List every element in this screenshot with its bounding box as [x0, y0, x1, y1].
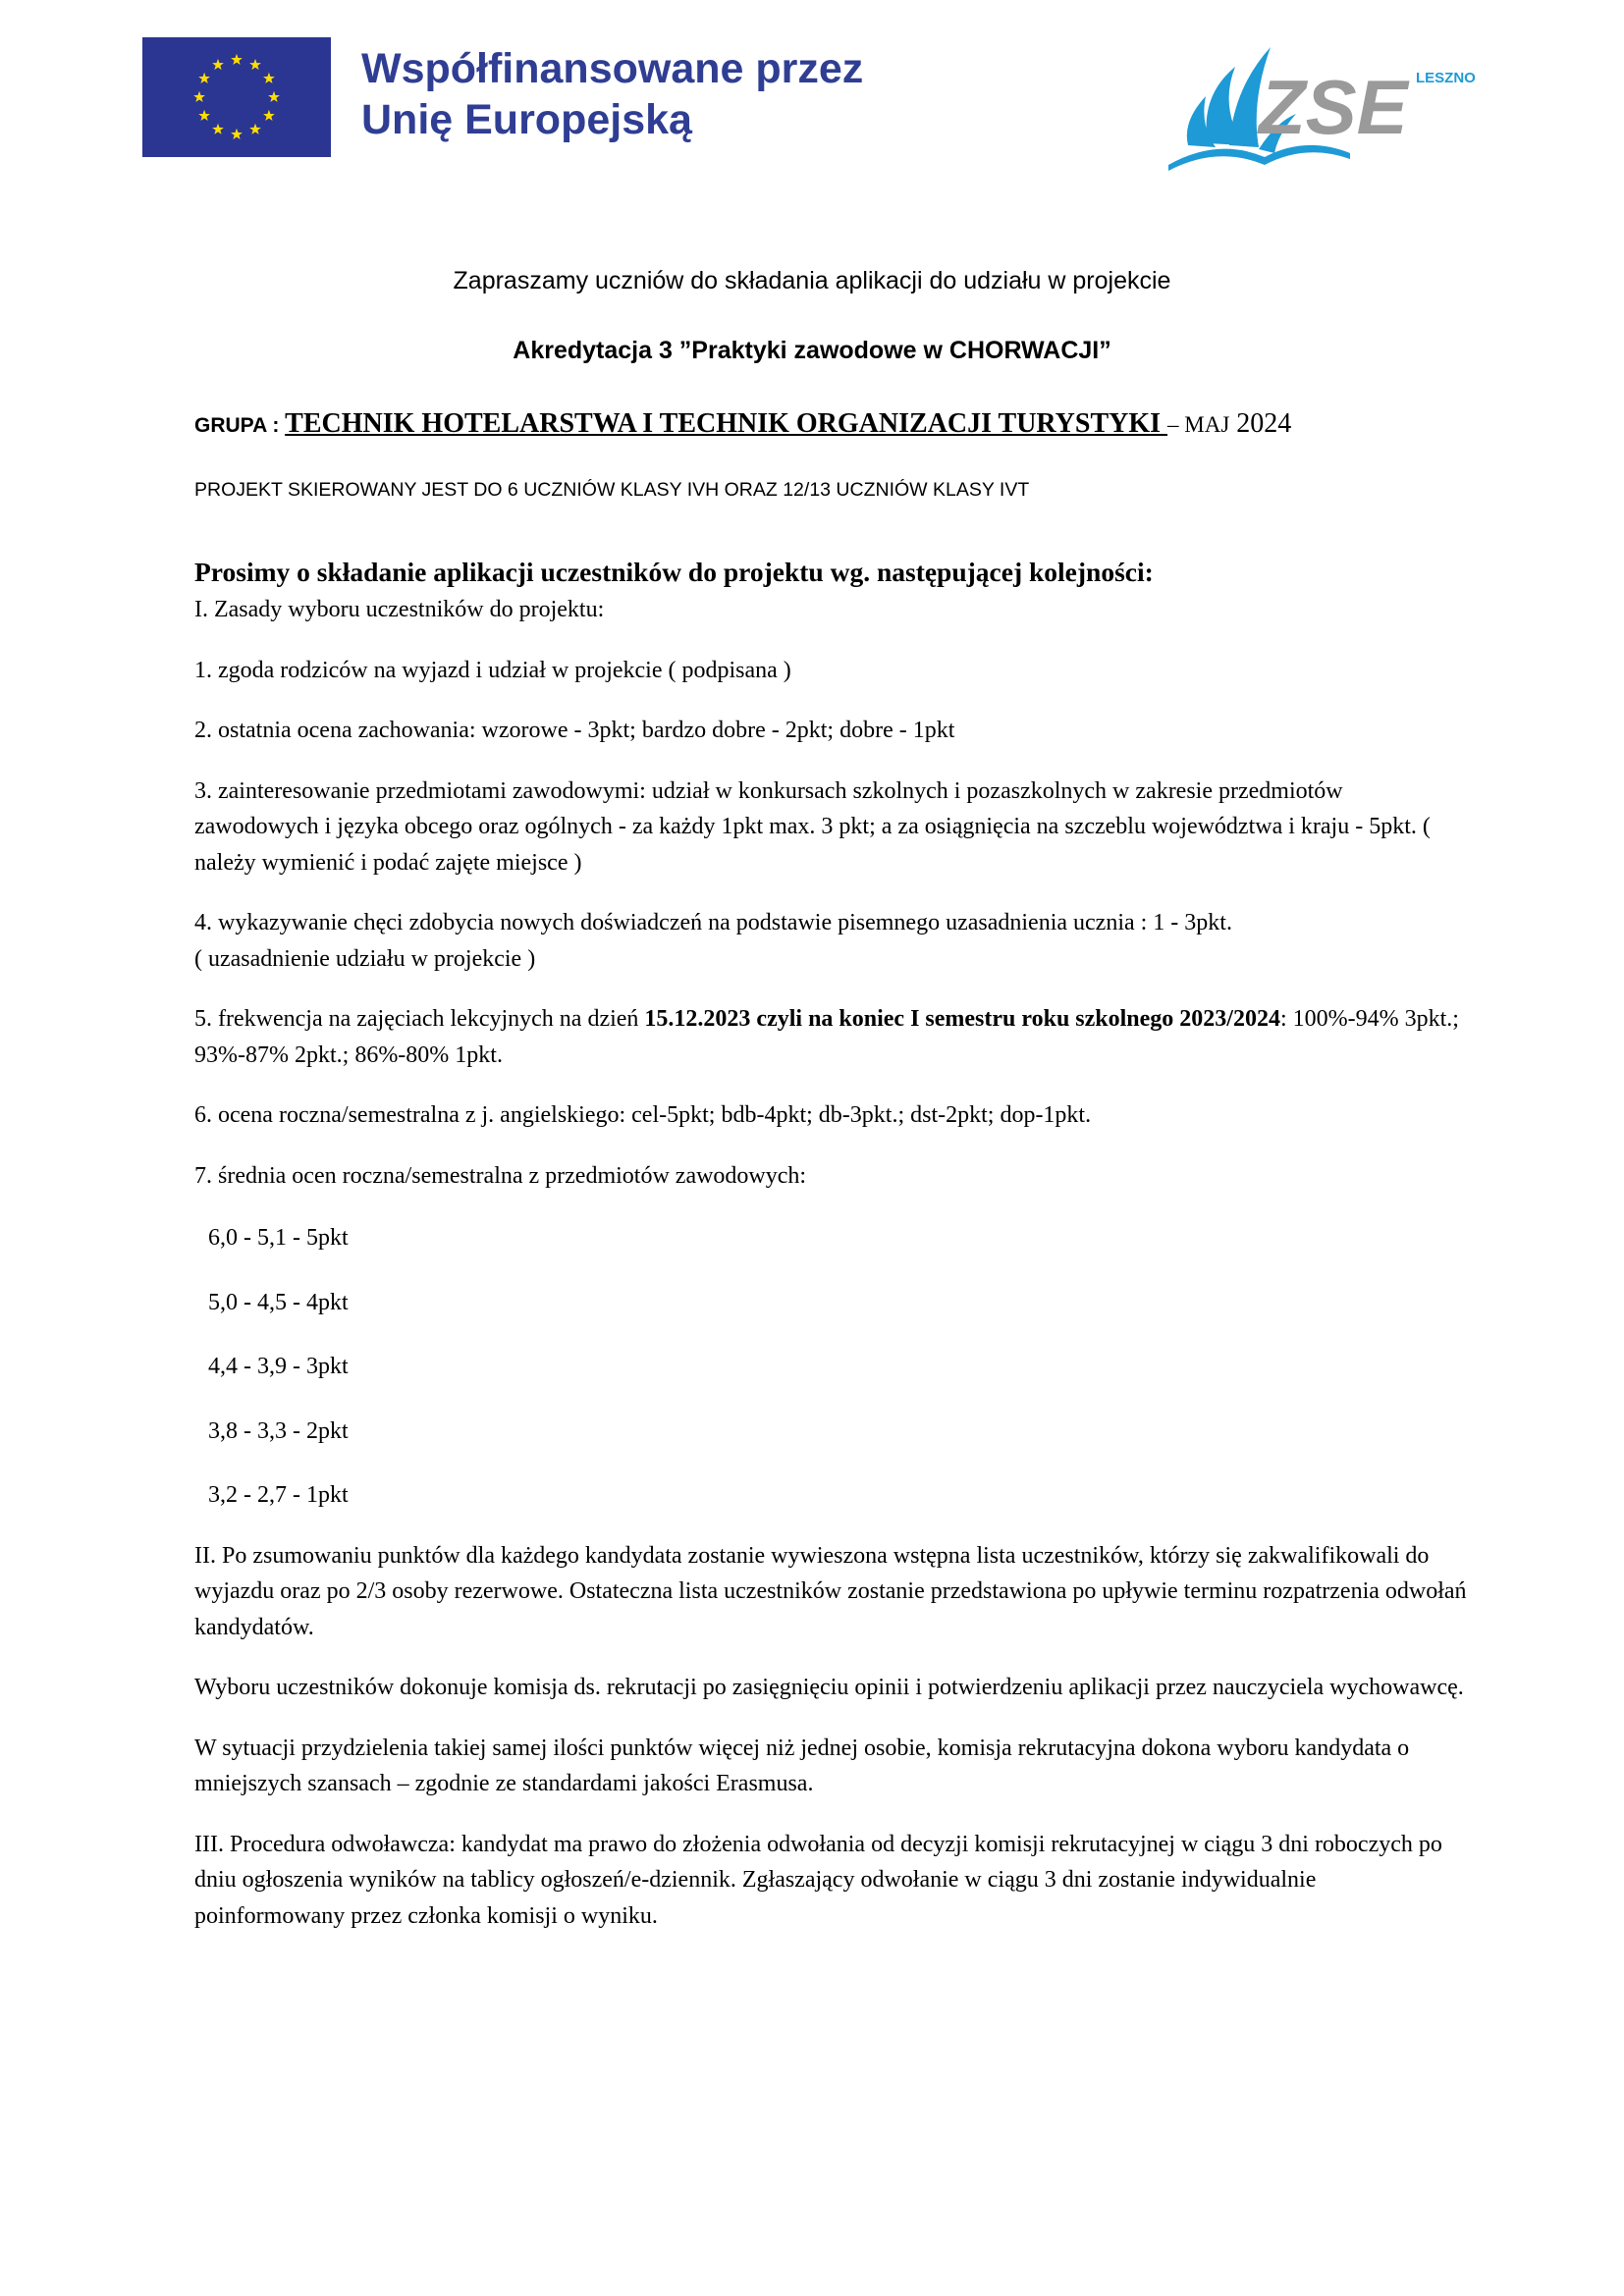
invite-heading: Zapraszamy uczniów do składania aplikacji do udziału w projekcie [453, 267, 1171, 294]
rule-3: 3. zainteresowanie przedmiotami zawodowymi: udział w konkursach szkolnych i pozaszkolnych w zakresie przedmiotów zawodowych i języka obcego oraz ogólnych - za każdy 1pkt max. 3 pkt; a za osiągnięcia na szczeblu województwa i kraju - 5pkt. ( należy wymienić i podać zajęte miejsce ) [194, 777, 1431, 876]
eu-star [268, 91, 280, 102]
eu-star [249, 59, 261, 70]
rule-2: 2. ostatnia ocena zachowania: wzorowe - 3pkt; bardzo dobre - 2pkt; dobre - 1pkt [194, 718, 955, 743]
zse-letters: ZSE [1259, 64, 1408, 150]
group-separator: – [1167, 412, 1185, 437]
selection-note: Wyboru uczestników dokonuje komisja ds. rekrutacji po zasięgnięciu opinii i potwierdzeniu aplikacji przez nauczyciela wychowawcę. [194, 1675, 1464, 1700]
score-row: 5,0 - 4,5 - 4pkt [208, 1289, 349, 1315]
rule-5 [194, 1001, 1471, 1073]
score-row: 3,2 - 2,7 - 1pkt [208, 1482, 349, 1508]
main-content [194, 555, 1471, 1934]
group-label: GRUPA : [194, 414, 286, 437]
group-year: 2024 [1229, 408, 1292, 439]
group-month: MAJ [1184, 412, 1230, 437]
eu-star [231, 129, 243, 139]
eu-text-line1: Współfinansowane przez [361, 45, 864, 92]
zse-city: LESZNO [1416, 70, 1476, 86]
rule-5-prefix: 5. frekwencja na zajęciach lekcyjnych na dzień [194, 1006, 645, 1032]
group-line [194, 408, 1291, 440]
section-1-heading: I. Zasady wyboru uczestników do projektu: [194, 597, 605, 622]
eu-star [263, 73, 275, 83]
rule-1: 1. zgoda rodziców na wyjazd i udział w projekcie ( podpisana ) [194, 657, 791, 683]
accreditation-heading: Akredytacja 3 ”Praktyki zawodowe w CHORWACJI” [513, 337, 1111, 364]
eu-stars-icon [142, 37, 331, 157]
zse-school-logo [1149, 27, 1476, 175]
rule-4-line2: ( uzasadnienie udziału w projekcie ) [194, 945, 536, 972]
rule-5-suffix: : 100%-94% 3pkt.; 93%-87% 2pkt.; 86%-80% 1pkt. [194, 1006, 1459, 1068]
eu-star [198, 73, 210, 83]
score-row: 6,0 - 5,1 - 5pkt [208, 1225, 349, 1251]
eu-star [193, 91, 205, 102]
eu-text-line2: Unię Europejską [361, 96, 692, 143]
eu-star [231, 54, 243, 65]
score-row: 4,4 - 3,9 - 3pkt [208, 1354, 349, 1379]
eu-cofinanced-text [361, 43, 863, 145]
group-name: TECHNIK HOTELARSTWA I TECHNIK ORGANIZACJI TURYSTYKI [285, 408, 1168, 439]
intro-heading: Prosimy o składanie aplikacji uczestników do projektu wg. następującej kolejności: [194, 557, 1154, 587]
section-3: III. Procedura odwoławcza: kandydat ma prawo do złożenia odwołania od decyzji komisji rekrutacyjnej w ciągu 3 dni roboczych po dniu ogłoszenia wyników na tablicy ogłoszeń/e-dziennik. Zgłaszający odwołanie w ciągu 3 dni zostanie indywidualnie poinformowany przez członka komisji o wyniku. [194, 1831, 1442, 1929]
eu-star [263, 110, 275, 121]
project-info: PROJEKT SKIEROWANY JEST DO 6 UCZNIÓW KLASY IVH ORAZ 12/13 UCZNIÓW KLASY IVT [194, 479, 1030, 501]
tie-note: W sytuacji przydzielenia takiej samej ilości punktów więcej niż jednej osobie, komisja rekrutacyjna dokona wyboru kandydata o mniejszych szansach – zgodnie ze standardami jakości Erasmusa. [194, 1735, 1410, 1796]
eu-star [198, 110, 210, 121]
rule-4 [194, 905, 1471, 977]
rule-6: 6. ocena roczna/semestralna z j. angielskiego: cel-5pkt; bdb-4pkt; db-3pkt.; dst-2pkt; dop-1pkt. [194, 1102, 1092, 1128]
rule-4-line1: 4. wykazywanie chęci zdobycia nowych doświadczeń na podstawie pisemnego uzasadnienia ucznia : 1 - 3pkt. [194, 910, 1232, 935]
section-2: II. Po zsumowaniu punktów dla każdego kandydata zostanie wywieszona wstępna lista uczestników, którzy się zakwalifikowali do wyjazdu oraz po 2/3 osoby rezerwowe. Ostateczna lista uczestników zostanie przedstawiona po upływie terminu rozpatrzenia odwołań kandydatów. [194, 1542, 1467, 1640]
eu-star [212, 59, 224, 70]
rule-5-date: 15.12.2023 czyli na koniec I semestru roku szkolnego 2023/2024 [644, 1006, 1280, 1032]
eu-flag-logo [142, 37, 331, 157]
eu-star [212, 124, 224, 134]
rule-7: 7. średnia ocen roczna/semestralna z przedmiotów zawodowych: [194, 1162, 807, 1189]
score-row: 3,8 - 3,3 - 2pkt [208, 1417, 349, 1444]
eu-star [249, 124, 261, 134]
